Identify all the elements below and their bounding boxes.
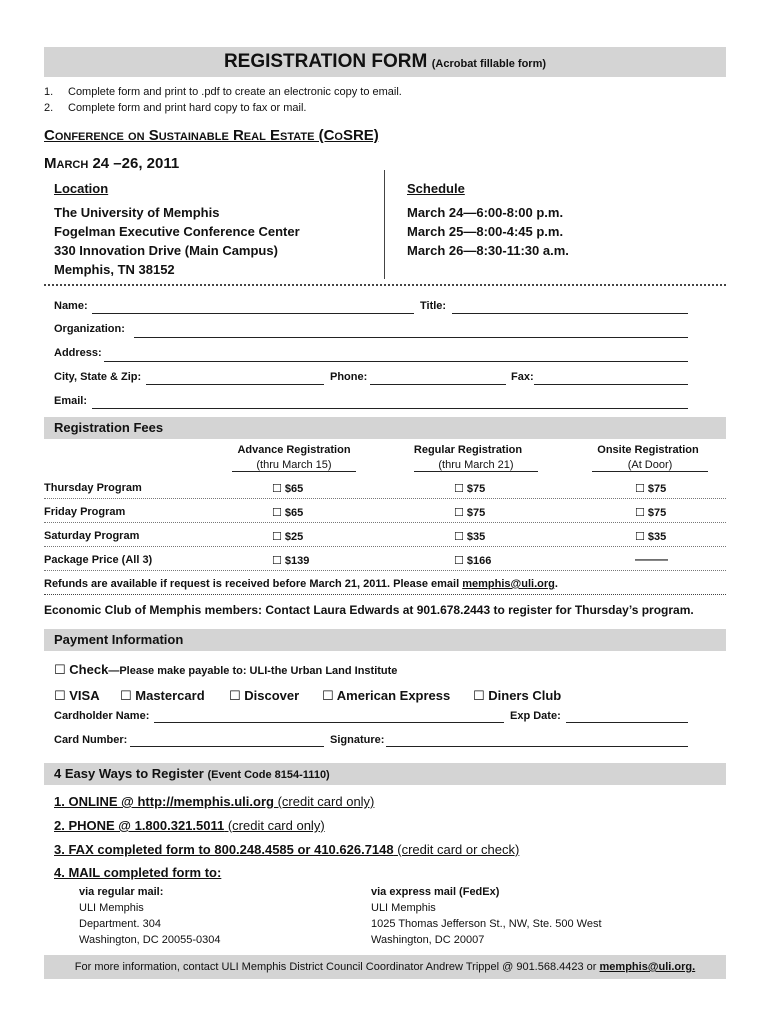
- col-onsite: Onsite Registration: [597, 444, 699, 456]
- thursday-advance-checkbox[interactable]: ☐ $65: [272, 483, 304, 495]
- saturday-advance-checkbox[interactable]: ☐ $25: [272, 531, 304, 543]
- exp-field[interactable]: [566, 722, 688, 723]
- event-code: (Event Code 8154-1110): [207, 769, 330, 781]
- discover-checkbox[interactable]: ☐ Discover: [229, 688, 300, 703]
- row-divider: [44, 522, 726, 523]
- friday-advance-checkbox[interactable]: ☐ $65: [272, 507, 304, 519]
- check-label: Check: [69, 662, 109, 677]
- title-bar: [44, 47, 726, 77]
- location-block: The University of Memphis Fogelman Executive Conference Center 330 Innovation Drive (Main Campus) Memphis, TN 38152: [54, 205, 300, 277]
- way-phone: 2. PHONE @ 1.800.321.5011 (credit card only): [54, 818, 325, 833]
- conference-date: March 24 –26, 2011: [44, 155, 180, 172]
- email-label: Email:: [54, 395, 88, 407]
- fax-field[interactable]: [534, 384, 688, 385]
- form-title: REGISTRATION FORM: [223, 51, 428, 72]
- saturday-onsite-checkbox[interactable]: ☐ $35: [635, 531, 667, 543]
- visa-checkbox[interactable]: ☐ VISA: [54, 688, 100, 703]
- way-online[interactable]: 1. ONLINE @ http://memphis.uli.org (credit card only): [54, 794, 375, 809]
- way-mail: 4. MAIL completed form to:: [54, 865, 222, 880]
- col-onsite-sub: (At Door): [592, 459, 708, 472]
- signature-label: Signature:: [330, 734, 385, 746]
- cardholder-label: Cardholder Name:: [54, 710, 150, 722]
- friday-regular-checkbox[interactable]: ☐ $75: [454, 507, 486, 519]
- package-regular-checkbox[interactable]: ☐ $166: [454, 555, 492, 567]
- col-regular: Regular Registration: [413, 444, 523, 456]
- ways-heading: 4 Easy Ways to Register (Event Code 8154-1110): [54, 766, 330, 781]
- organization-field[interactable]: [134, 337, 688, 338]
- schedule-heading: Schedule: [407, 181, 465, 196]
- friday-onsite-checkbox[interactable]: ☐ $75: [635, 507, 667, 519]
- card-number-label: Card Number:: [54, 734, 128, 746]
- row-divider: [44, 570, 726, 571]
- address-field[interactable]: [104, 361, 688, 362]
- cardholder-field[interactable]: [154, 722, 504, 723]
- row-package: Package Price (All 3): [44, 554, 153, 566]
- schedule-block: March 24—6:00-8:00 p.m. March 25—8:00-4:45 p.m. March 26—8:30-11:30 a.m.: [407, 205, 569, 258]
- row-saturday: Saturday Program: [44, 530, 140, 542]
- col-advance: Advance Registration: [237, 444, 351, 456]
- check-option[interactable]: [54, 662, 397, 678]
- phone-label: Phone:: [330, 371, 368, 383]
- name-label: Name:: [54, 300, 88, 312]
- express-mail-address: ULI Memphis 1025 Thomas Jefferson St., NW, Ste. 500 West Washington, DC 20007: [371, 902, 602, 946]
- dotted-divider: [44, 284, 726, 286]
- organization-label: Organization:: [54, 323, 125, 335]
- location-heading: Location: [54, 181, 109, 196]
- instruction-1: 1. Complete form and print to .pdf to create an electronic copy to email.: [44, 86, 402, 98]
- instruction-2: 2. Complete form and print hard copy to fax or mail.: [44, 102, 307, 114]
- title-label: Title:: [420, 300, 447, 312]
- payment-bar: [44, 629, 726, 651]
- column-divider: [384, 170, 385, 279]
- check-checkbox[interactable]: ☐: [54, 662, 66, 677]
- title-field[interactable]: [452, 313, 688, 314]
- email-field[interactable]: [92, 408, 688, 409]
- package-advance-checkbox[interactable]: ☐ $139: [272, 555, 310, 567]
- refund-note: Refunds are available if request is received before March 21, 2011. Please email memphis@uli.org.: [44, 578, 558, 590]
- city-field[interactable]: [146, 384, 324, 385]
- phone-field[interactable]: [370, 384, 506, 385]
- amex-checkbox[interactable]: ☐ American Express: [322, 688, 451, 703]
- check-note: —Please make payable to: ULI-the Urban Land Institute: [108, 665, 398, 677]
- card-number-field[interactable]: [130, 746, 324, 747]
- package-onsite-none: ———: [635, 554, 668, 566]
- registration-fees-bar: [44, 417, 726, 439]
- footer-email-link[interactable]: memphis@uli.org.: [599, 961, 696, 973]
- registration-fees-heading: Registration Fees: [54, 420, 164, 435]
- refund-email-link[interactable]: memphis@uli.org: [462, 578, 555, 590]
- fax-label: Fax:: [511, 371, 534, 383]
- payment-heading: Payment Information: [54, 632, 184, 647]
- express-mail-heading: via express mail (FedEx): [371, 886, 500, 898]
- saturday-regular-checkbox[interactable]: ☐ $35: [454, 531, 486, 543]
- row-divider: [44, 498, 726, 499]
- row-divider: [44, 546, 726, 547]
- conference-title: Conference on Sustainable Real Estate (CoSRE): [44, 127, 379, 144]
- thursday-onsite-checkbox[interactable]: ☐ $75: [635, 483, 667, 495]
- regular-mail-address: ULI Memphis Department. 304 Washington, DC 20055-0304: [79, 902, 221, 946]
- diners-checkbox[interactable]: ☐ Diners Club: [473, 688, 562, 703]
- dotted-divider: [44, 594, 726, 595]
- regular-mail-heading: via regular mail:: [79, 886, 164, 898]
- row-friday: Friday Program: [44, 506, 126, 518]
- signature-field[interactable]: [386, 746, 688, 747]
- mastercard-checkbox[interactable]: ☐ Mastercard: [120, 688, 205, 703]
- address-label: Address:: [54, 347, 102, 359]
- city-label: City, State & Zip:: [54, 371, 142, 383]
- thursday-regular-checkbox[interactable]: ☐ $75: [454, 483, 486, 495]
- way-fax: 3. FAX completed form to 800.248.4585 or 410.626.7148 (credit card or check): [54, 842, 520, 857]
- col-advance-sub: (thru March 15): [232, 459, 356, 472]
- row-thursday: Thursday Program: [44, 482, 142, 494]
- col-regular-sub: (thru March 21): [414, 459, 538, 472]
- footer-text: For more information, contact ULI Memphis District Council Coordinator Andrew Trippel @ 901.568.4423 or: [74, 961, 600, 973]
- footer-bar: [44, 955, 726, 979]
- exp-label: Exp Date:: [510, 710, 561, 722]
- name-field[interactable]: [92, 313, 414, 314]
- form-subtitle: (Acrobat fillable form): [431, 58, 547, 70]
- economic-club-note: Economic Club of Memphis members: Contact Laura Edwards at 901.678.2443 to register for Thursday’s program.: [44, 603, 694, 617]
- ways-bar: [44, 763, 726, 785]
